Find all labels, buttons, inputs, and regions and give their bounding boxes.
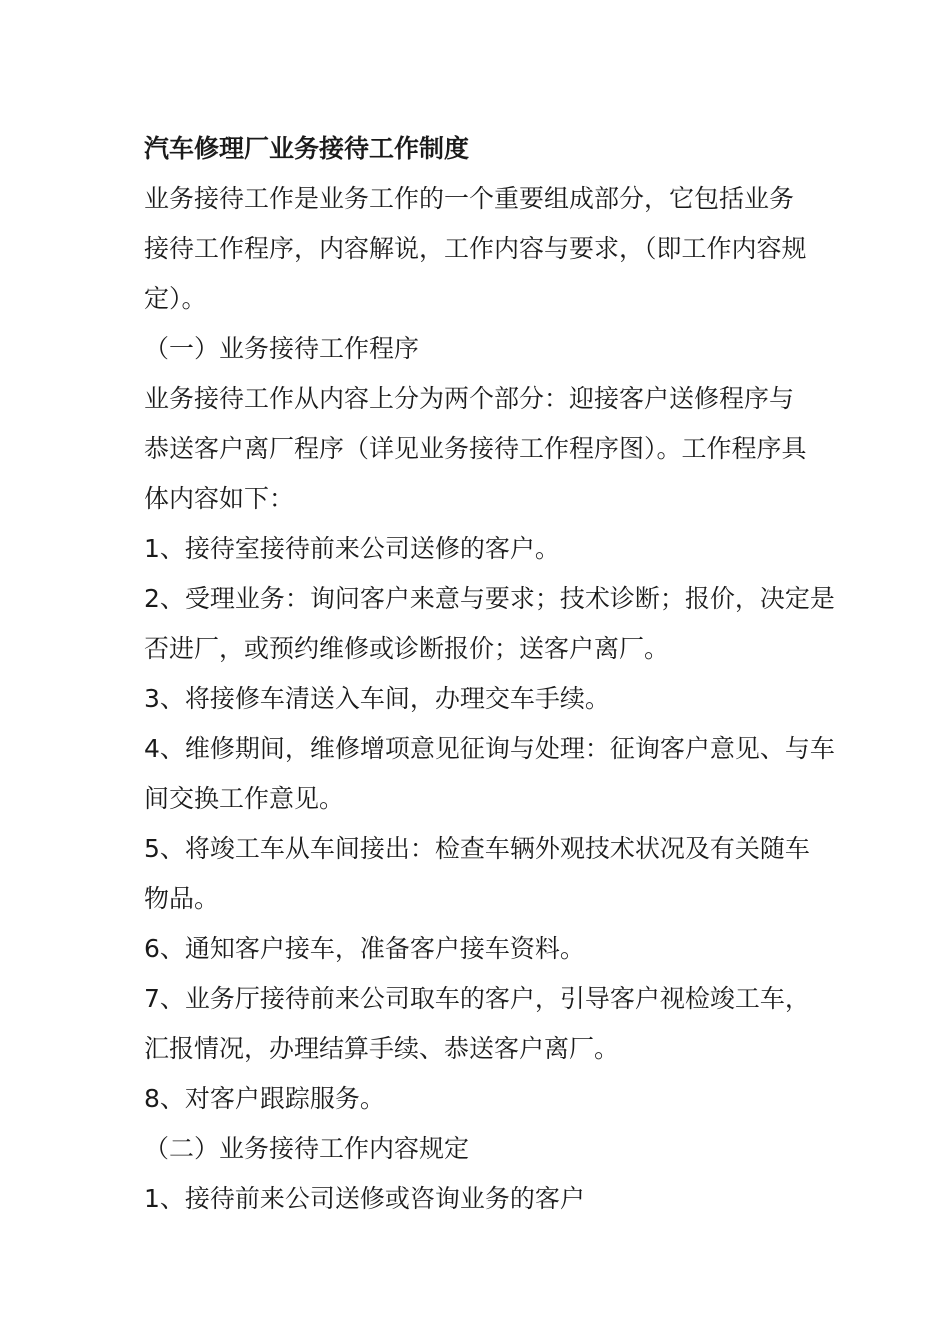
list-item: 4、维修期间，维修增项意见征询与处理：征询客户意见、与车 (144, 734, 835, 763)
list-item: 3、将接修车清送入车间，办理交车手续。 (144, 684, 610, 713)
list-item: 7、业务厅接待前来公司取车的客户，引导客户视检竣工车， (144, 984, 810, 1013)
paragraph-line: 业务接待工作从内容上分为两个部分：迎接客户送修程序与 (144, 384, 795, 413)
paragraph-line: 体内容如下： (144, 484, 295, 513)
document-title: 汽车修理厂业务接待工作制度 (144, 134, 470, 163)
document-body (144, 124, 835, 1224)
list-item: 8、对客户跟踪服务。 (144, 1084, 385, 1113)
list-item: 6、通知客户接车，准备客户接车资料。 (144, 934, 585, 963)
list-item-continuation: 否进厂，或预约维修或诊断报价；送客户离厂。 (144, 634, 670, 663)
list-item: 1、接待室接待前来公司送修的客户。 (144, 534, 560, 563)
section-heading: （一）业务接待工作程序 (144, 334, 420, 363)
section-heading: （二）业务接待工作内容规定 (144, 1134, 470, 1163)
list-item-continuation: 物品。 (144, 884, 220, 913)
paragraph-line: 业务接待工作是业务工作的一个重要组成部分，它包括业务 (144, 184, 795, 213)
list-item: 5、将竣工车从车间接出：检查车辆外观技术状况及有关随车 (144, 834, 810, 863)
list-item-continuation: 间交换工作意见。 (144, 784, 345, 813)
paragraph-line: 恭送客户离厂程序（详见业务接待工作程序图）。工作程序具 (144, 434, 807, 463)
list-item-continuation: 汇报情况，办理结算手续、恭送客户离厂。 (144, 1034, 620, 1063)
paragraph-line: 接待工作程序，内容解说，工作内容与要求，（即工作内容规 (144, 234, 807, 263)
list-item: 1、接待前来公司送修或咨询业务的客户 (144, 1184, 585, 1213)
paragraph-line: 定）。 (144, 284, 207, 313)
list-item: 2、受理业务：询问客户来意与要求；技术诊断；报价，决定是 (144, 584, 835, 613)
